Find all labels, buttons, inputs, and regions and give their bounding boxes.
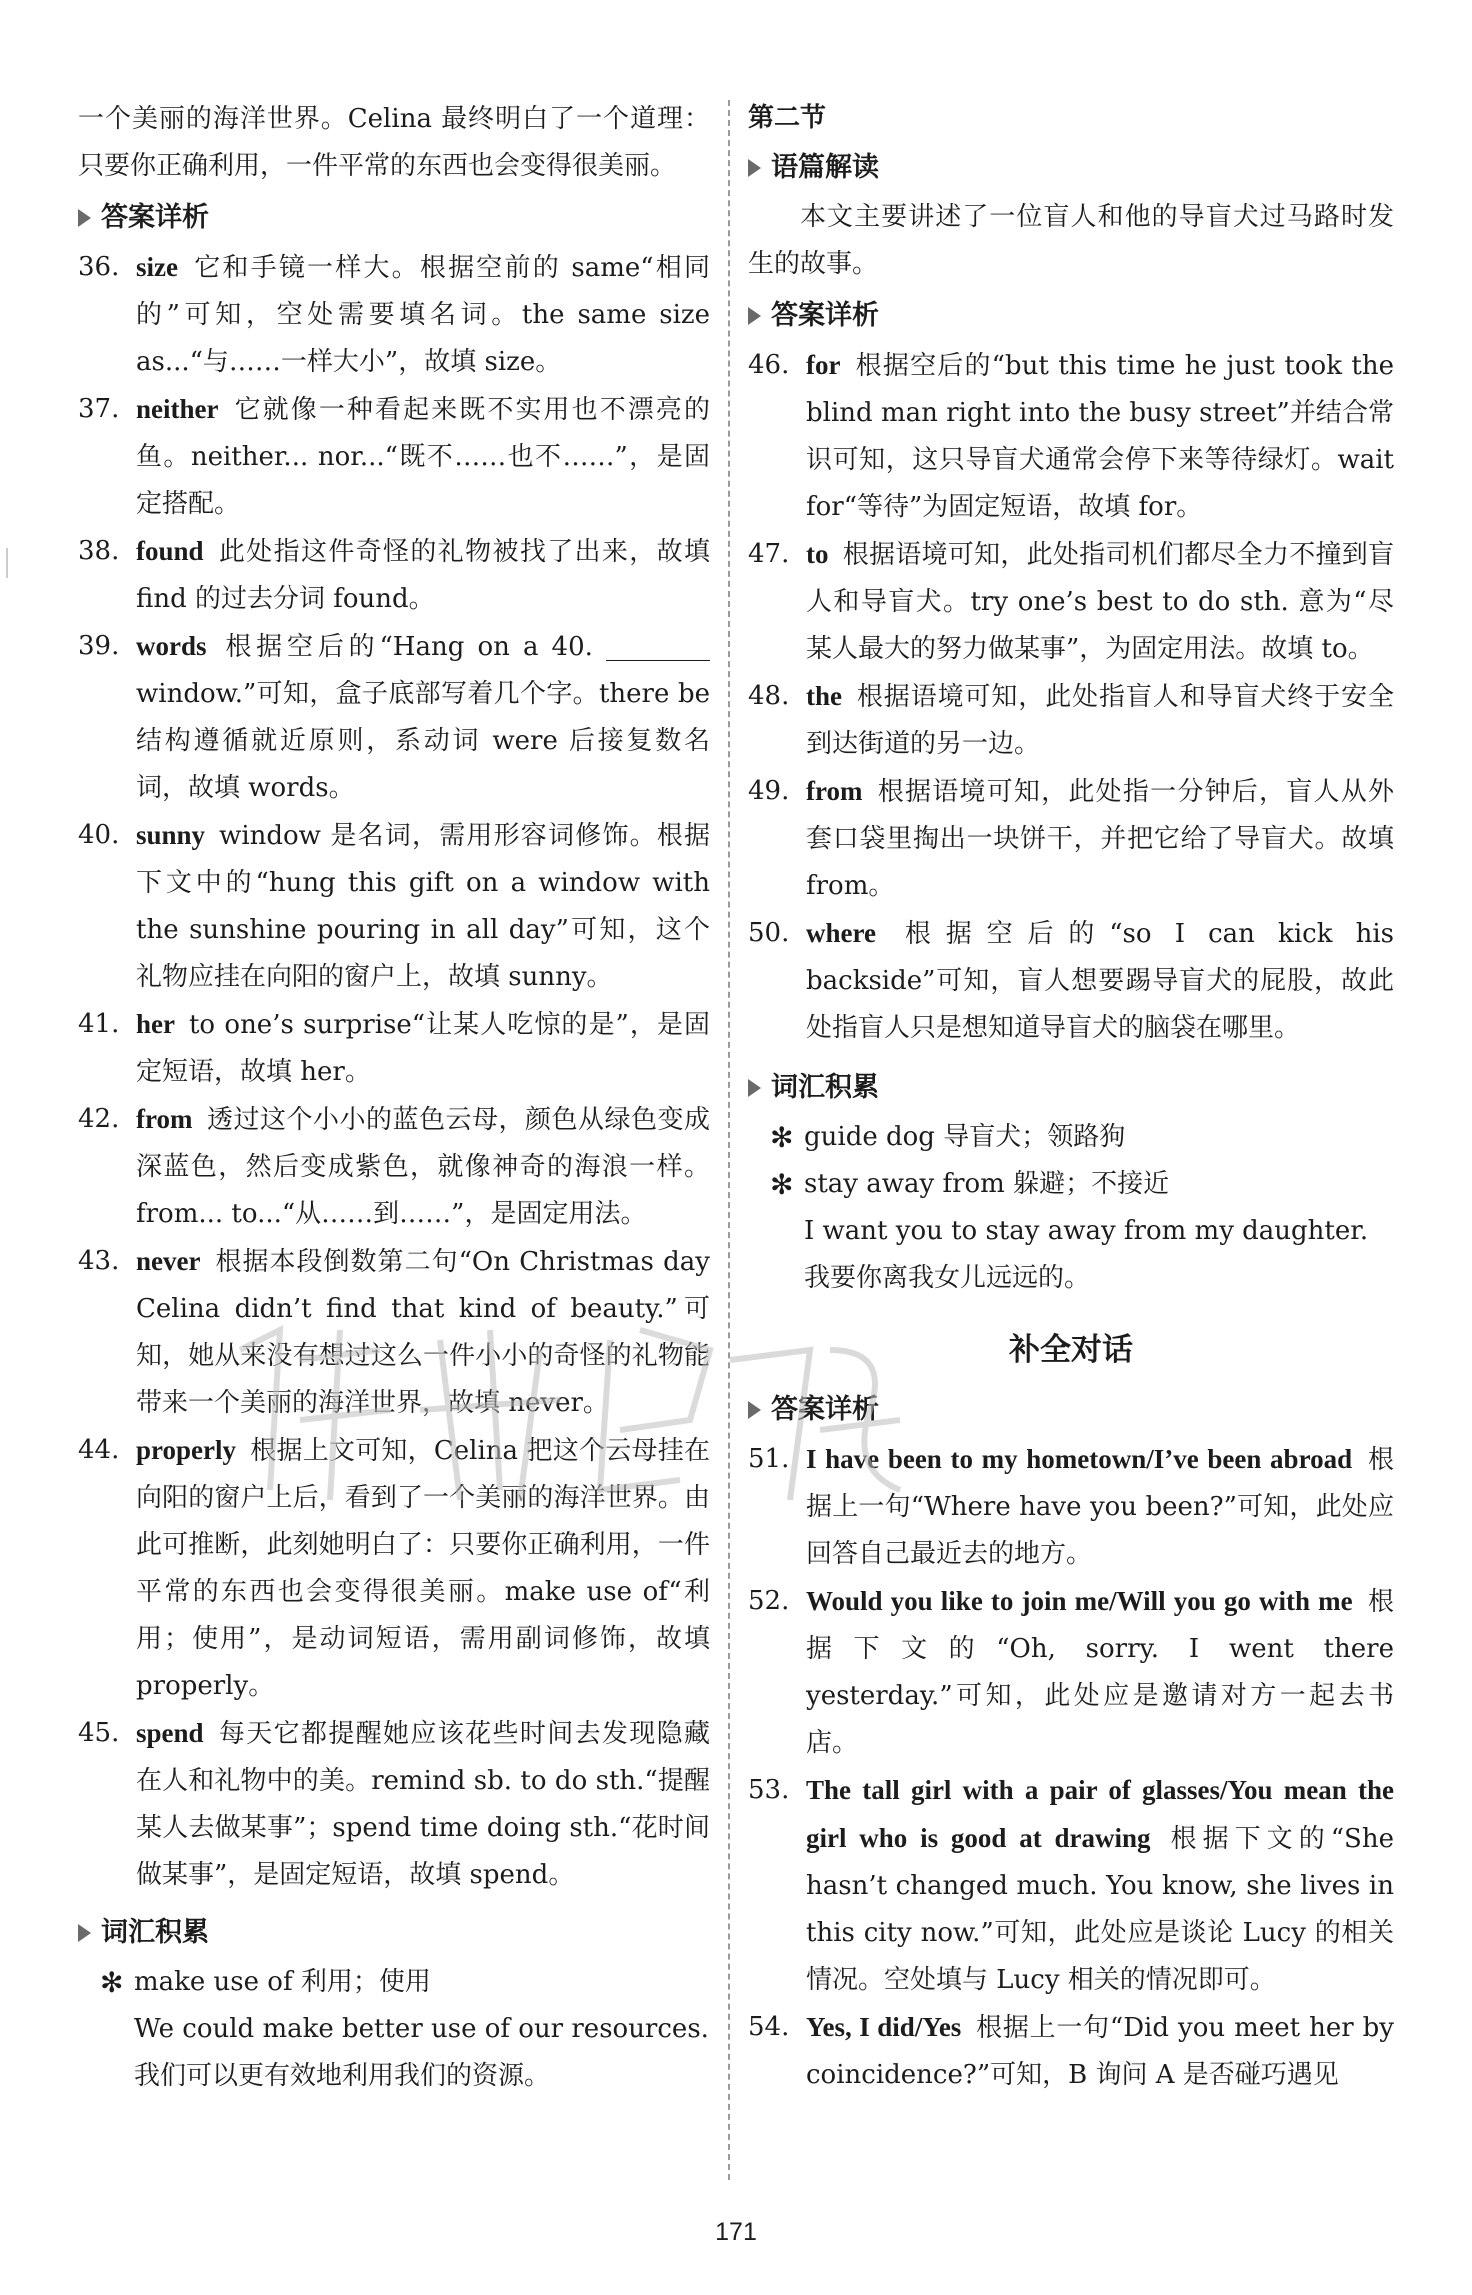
item-body [136, 1427, 710, 1710]
item-number: 42. [78, 1104, 120, 1134]
answer-item [748, 673, 1394, 768]
answer-word: where [806, 918, 876, 948]
item-body [806, 768, 1394, 910]
item-body [136, 1096, 710, 1238]
item-body [806, 910, 1394, 1052]
example-sentence-en: I want you to stay away from my daughter. [804, 1216, 1369, 1246]
answer-word: from [806, 776, 863, 806]
item-paragraph [806, 1436, 1394, 1578]
item-paragraph [806, 673, 1394, 768]
triangle-bullet-icon [748, 1079, 761, 1097]
vocab-list-left [78, 1959, 710, 2100]
item-paragraph [806, 342, 1394, 531]
item-number: 43. [78, 1246, 120, 1276]
item-number: 46. [748, 350, 790, 380]
page-number: 171 [715, 2218, 757, 2246]
answer-word: Yes, I did/Yes [806, 2012, 962, 2042]
item-paragraph [136, 1238, 710, 1427]
item-number: 38. [78, 536, 120, 566]
item-body [806, 2004, 1394, 2099]
item-paragraph [136, 1096, 710, 1238]
answer-item [748, 2004, 1394, 2099]
item-paragraph [806, 768, 1394, 910]
reading-summary: 本文主要讲述了一位盲人和他的导盲犬过马路时发生的故事。 [748, 202, 1394, 279]
item-paragraph [806, 2004, 1394, 2099]
triangle-bullet-icon [78, 209, 91, 227]
explanation-text: 根据语境可知，此处指盲人和导盲犬终于安全到达街道的另一边。 [806, 682, 1394, 759]
item-body [136, 528, 710, 623]
item-paragraph [806, 910, 1394, 1052]
asterisk-bullet-icon: ✻ [100, 1966, 124, 1999]
asterisk-bullet-icon: ✻ [770, 1168, 794, 1201]
item-number: 40. [78, 820, 120, 850]
answer-item [748, 1578, 1394, 1767]
right-column [748, 96, 1394, 2099]
item-body [806, 673, 1394, 768]
item-paragraph [136, 386, 710, 528]
explanation-text: 它就像一种看起来既不实用也不漂亮的鱼。neither... nor...“既不……也不……”，是固定搭配。 [136, 395, 710, 519]
explanation-text: 根据本段倒数第二句“On Christmas day Celina didn’t find that kind of beauty.”可知，她从来没有想过这么一件小小的奇怪的礼物能带来一个美丽的海洋世界，故填 never。 [136, 1247, 710, 1418]
answer-item [78, 1238, 710, 1427]
vocab-heading-left: 词汇积累 [78, 1909, 710, 1957]
answer-list-left [78, 244, 710, 1899]
item-number: 50. [748, 918, 790, 948]
vocab-item [748, 1114, 1394, 1161]
item-number: 45. [78, 1718, 120, 1748]
answer-item [748, 1767, 1394, 2004]
answer-word: Would you like to join me/Will you go with me [806, 1586, 1353, 1616]
triangle-bullet-icon [78, 1924, 91, 1942]
answers-heading-left: 答案详析 [78, 194, 710, 242]
dialogue-title: 补全对话 [1009, 1332, 1133, 1368]
item-paragraph [806, 1578, 1394, 1767]
answer-word: her [136, 1009, 175, 1039]
item-body [136, 244, 710, 386]
explanation-text: to one’s surprise“让某人吃惊的是”，是固定短语，故填 her。 [136, 1010, 710, 1087]
dialogue-answers-heading: 答案详析 [748, 1386, 1394, 1434]
vocab-term: guide dog 导盲犬；领路狗 [804, 1122, 1126, 1152]
section-title: 第二节 [748, 103, 827, 133]
item-number: 52. [748, 1586, 790, 1616]
answer-item [78, 1427, 710, 1710]
left-column [78, 96, 710, 2100]
item-number: 44. [78, 1435, 120, 1465]
item-paragraph [136, 623, 710, 812]
answer-word: from [136, 1104, 193, 1134]
answer-item [78, 1001, 710, 1096]
triangle-bullet-icon [748, 307, 761, 325]
answer-word: properly [136, 1435, 236, 1465]
explanation-text: 根据下文的“Oh, sorry. I went there yesterday.”可知，此处应是邀请对方一起去书店。 [806, 1587, 1394, 1758]
reading-heading: 语篇解读 [748, 144, 1394, 192]
item-number: 36. [78, 252, 120, 282]
item-body [806, 1767, 1394, 2004]
item-body [136, 386, 710, 528]
answer-item [78, 386, 710, 528]
answer-word: The tall girl with a pair of glasses/You mean the girl who is good at drawing [806, 1775, 1394, 1853]
item-paragraph [806, 531, 1394, 673]
item-body [806, 531, 1394, 673]
item-body [136, 623, 710, 812]
item-number: 49. [748, 776, 790, 806]
item-body [806, 1578, 1394, 1767]
margin-mark [6, 548, 12, 578]
item-body [136, 812, 710, 1001]
item-paragraph [136, 1710, 710, 1899]
item-body [136, 1001, 710, 1096]
vocab-term: make use of 利用；使用 [134, 1967, 431, 1997]
explanation-text: 每天它都提醒她应该花些时间去发现隐藏在人和礼物中的美。remind sb. to do sth.“提醒某人去做某事”；spend time doing sth.“花时间做某事”，是固定短语，故填 spend。 [136, 1719, 710, 1890]
answer-item [748, 910, 1394, 1052]
vocab-heading-right: 词汇积累 [748, 1064, 1394, 1112]
triangle-bullet-icon [748, 159, 761, 177]
answer-item [748, 1436, 1394, 1578]
answer-word: found [136, 536, 204, 566]
asterisk-bullet-icon: ✻ [770, 1121, 794, 1154]
item-paragraph [136, 1001, 710, 1096]
item-number: 41. [78, 1009, 120, 1039]
answer-item [78, 528, 710, 623]
answer-item [78, 244, 710, 386]
answer-list-right [748, 342, 1394, 1052]
explanation-text: 根据上文可知，Celina 把这个云母挂在向阳的窗户上后，看到了一个美丽的海洋世界。由此可推断，此刻她明白了：只要你正确利用，一件平常的东西也会变得很美丽。make use of“利用；使用”，是动词短语，需用副词修饰，故填 properly。 [136, 1436, 710, 1701]
explanation-text: 根据空后的“but this time he just took the blind man right into the busy street”并结合常识可知，这只导盲犬通常会停下来等待绿灯。wait for“等待”为固定短语，故填 for。 [806, 351, 1394, 522]
item-number: 47. [748, 539, 790, 569]
answer-item [78, 1710, 710, 1899]
item-body [806, 1436, 1394, 1578]
item-paragraph [136, 1427, 710, 1710]
item-number: 53. [748, 1775, 790, 1805]
intro-paragraph: 一个美丽的海洋世界。Celina 最终明白了一个道理：只要你正确利用，一件平常的东西也会变得很美丽。 [78, 104, 710, 181]
item-number: 37. [78, 394, 120, 424]
answer-word: words [136, 631, 207, 661]
explanation-text: 透过这个小小的蓝色云母，颜色从绿色变成深蓝色，然后变成紫色，就像神奇的海浪一样。from... to...“从……到……”，是固定用法。 [136, 1105, 710, 1229]
answer-word: for [806, 350, 841, 380]
column-divider [728, 100, 730, 2180]
answer-item [748, 768, 1394, 910]
answer-word: neither [136, 394, 219, 424]
answer-word: to [806, 539, 829, 569]
explanation-text: window 是名词，需用形容词修饰。根据下文中的“hung this gift on a window with the sunshine pouring in all day”可知，这个礼物应挂在向阳的窗户上，故填 sunny。 [136, 821, 710, 992]
vocab-list-right [748, 1114, 1394, 1302]
answer-word: spend [136, 1718, 204, 1748]
explanation-text: 根据空后的“so I can kick his backside”可知，盲人想要踢导盲犬的屁股，故此处指盲人只是想知道导盲犬的脑袋在哪里。 [806, 919, 1394, 1043]
explanation-text: 根据上一句“Where have you been?”可知，此处应回答自己最近去的地方。 [806, 1445, 1394, 1569]
answer-word: sunny [136, 820, 206, 850]
explanation-text: 根据语境可知，此处指司机们都尽全力不撞到盲人和导盲犬。try one’s best to do sth. 意为“尽某人最大的努力做某事”，为固定用法。故填 to。 [806, 540, 1394, 664]
item-number: 48. [748, 681, 790, 711]
answer-item [748, 342, 1394, 531]
answer-word: size [136, 252, 178, 282]
item-paragraph [136, 244, 710, 386]
answer-word: never [136, 1246, 201, 1276]
example-sentence-zh: 我要你离我女儿远远的。 [804, 1263, 1091, 1293]
answer-item [748, 531, 1394, 673]
explanation-text: 根据空后的“Hang on a 40. ________ window.”可知，盒子底部写着几个字。there be 结构遵循就近原则，系动词 were 后接复数名词，故填 words。 [136, 632, 710, 803]
dialogue-answer-list [748, 1436, 1394, 2099]
answer-word: I have been to my hometown/I’ve been abroad [806, 1444, 1353, 1474]
vocab-item [78, 1959, 710, 2006]
explanation-text: 根据语境可知，此处指一分钟后，盲人从外套口袋里掏出一块饼干，并把它给了导盲犬。故填 from。 [806, 777, 1394, 901]
item-body [806, 342, 1394, 531]
vocab-item [748, 1161, 1394, 1208]
answer-item [78, 1096, 710, 1238]
item-paragraph [806, 1767, 1394, 2004]
item-body [136, 1710, 710, 1899]
item-number: 54. [748, 2012, 790, 2042]
explanation-text: 它和手镜一样大。根据空前的 same“相同的”可知，空处需要填名词。the same size as...“与……一样大小”，故填 size。 [136, 253, 710, 377]
answer-item [78, 812, 710, 1001]
example-sentence-zh: 我们可以更有效地利用我们的资源。 [134, 2061, 551, 2091]
answers-heading-right: 答案详析 [748, 292, 1394, 340]
item-paragraph [136, 812, 710, 1001]
triangle-bullet-icon [748, 1401, 761, 1419]
vocab-term: stay away from 躲避；不接近 [804, 1169, 1170, 1199]
explanation-text: 此处指这件奇怪的礼物被找了出来，故填 find 的过去分词 found。 [136, 537, 710, 614]
answer-word: the [806, 681, 842, 711]
item-number: 39. [78, 631, 120, 661]
item-body [136, 1238, 710, 1427]
explanation-text: 根据上一句“Did you meet her by coincidence?”可知，B 询问 A 是否碰巧遇见 [806, 2013, 1394, 2090]
item-number: 51. [748, 1444, 790, 1474]
item-paragraph [136, 528, 710, 623]
example-sentence-en: We could make better use of our resources. [134, 2014, 709, 2044]
explanation-text: 根据下文的“She hasn’t changed much. You know, she lives in this city now.”可知，此处应是谈论 Lucy 的相关情况。空处填与 Lucy 相关的情况即可。 [806, 1824, 1394, 1995]
answer-item [78, 623, 710, 812]
